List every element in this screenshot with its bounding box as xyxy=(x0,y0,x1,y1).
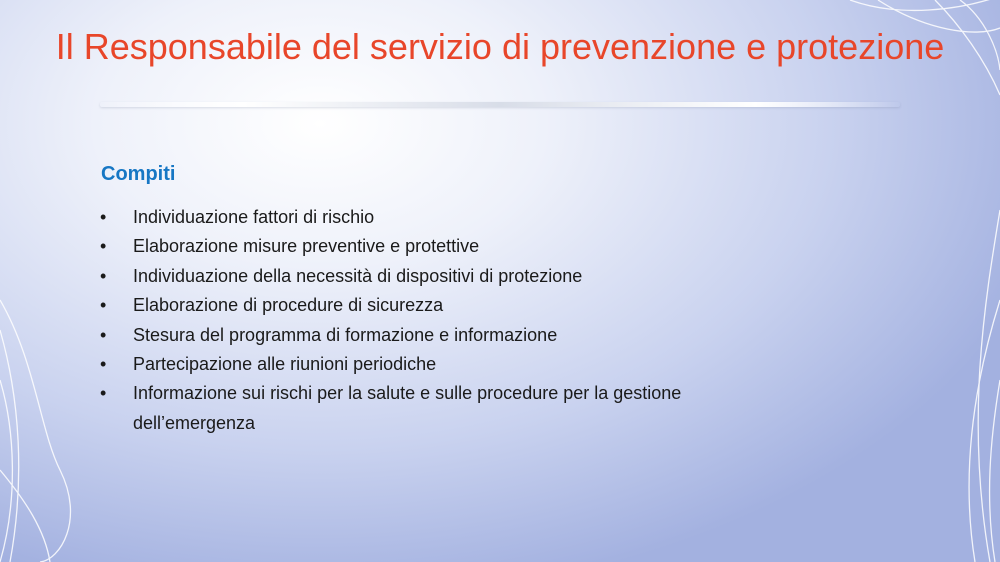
list-item-text: Elaborazione di procedure di sicurezza xyxy=(133,295,444,316)
bullet-icon: • xyxy=(100,207,107,227)
section-heading: Compiti xyxy=(101,163,176,185)
list-item xyxy=(100,232,780,261)
bullet-icon: • xyxy=(100,324,107,345)
list-item-text: Elaborazione misure preventive e protettive xyxy=(133,236,480,257)
bullet-icon: • xyxy=(100,295,107,316)
list-item-text: Individuazione della necessità di dispositivi di protezione xyxy=(133,265,583,286)
list-item xyxy=(100,262,780,291)
bullet-icon: • xyxy=(100,354,107,375)
list-item-text: Informazione sui rischi per la salute e sulle procedure per la gestione dell’emergenza xyxy=(133,383,682,433)
list-item xyxy=(100,321,780,350)
bullet-icon: • xyxy=(100,383,107,404)
list-item-text: Partecipazione alle riunioni periodiche xyxy=(133,354,437,375)
slide-title: Il Responsabile del servizio di prevenzione e protezione xyxy=(55,26,945,67)
list-item xyxy=(100,291,780,320)
tasks-list xyxy=(100,203,780,438)
list-item-text: Individuazione fattori di rischio xyxy=(133,207,375,227)
title-divider xyxy=(100,102,900,107)
list-item xyxy=(100,379,780,438)
list-item xyxy=(100,203,780,232)
list-item-text: Stesura del programma di formazione e informazione xyxy=(133,324,558,345)
list-item xyxy=(100,350,780,379)
bullet-icon: • xyxy=(100,265,107,286)
bullet-icon: • xyxy=(100,236,107,257)
